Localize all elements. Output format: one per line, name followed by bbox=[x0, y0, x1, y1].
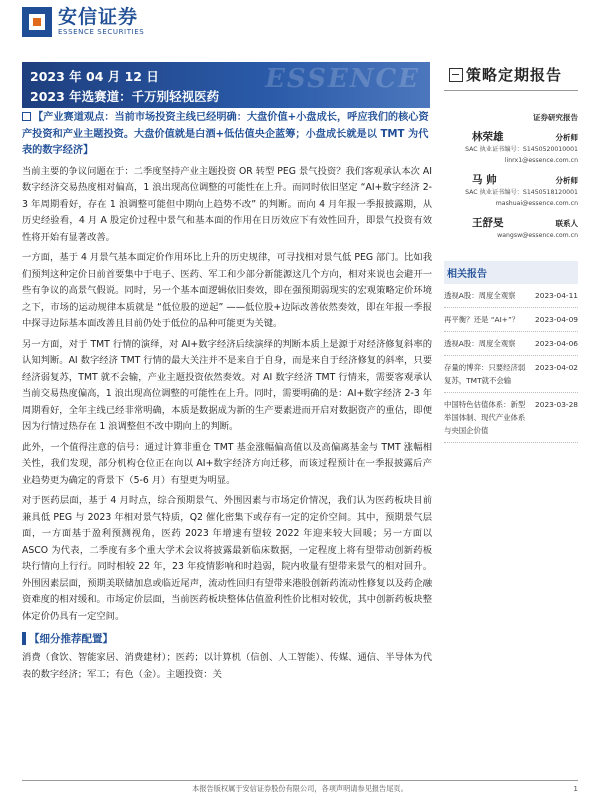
sidebar bbox=[444, 112, 578, 443]
section-heading bbox=[22, 631, 432, 646]
related-report-date: 2023-04-09 bbox=[535, 315, 578, 324]
related-report-item[interactable] bbox=[444, 393, 578, 443]
related-reports-heading: 相关报告 bbox=[444, 261, 578, 284]
page-number: 1 bbox=[573, 784, 578, 793]
related-report-title: 再平衡？还是 “AI+”？ bbox=[444, 315, 520, 324]
analyst-card bbox=[444, 129, 578, 166]
logo-name-cn: 安信证券 bbox=[58, 6, 139, 28]
paragraph-2: 一方面，基于 4 月景气基本面定价作用环比上升的历史规律，可寻找相对景气低 PEG 部门。比如我们预判这种定价日前首要集中于电子、医药、军工和少部分新能源这几个方向，相对来说也会避开一些有争议的高景气假说。同时，另一个基本面逻辑依旧奏效，即在强预期弱现实的宏观策略定价环境之下，市场的运动规律本质就是 “低位股的逆起” ——低位股+边际改善依然奏效，即在年报一季报中探寻边际基本面改善且目前仍处于低位的品种可能更为关键。 bbox=[22, 252, 432, 329]
analyst-role: 分析师 bbox=[555, 176, 578, 185]
related-report-title: 中国特色估值体系：新型举国体制、现代产业体系与央国企价值 bbox=[444, 400, 526, 435]
paragraph-3: 另一方面，对于 TMT 行情的演绎，对 AI+数字经济后续演绎的判断本质上是源于对经济修复斜率的认知判断。AI 数字经济 TMT 行情的最大关注并不是来自于自身，而是来自于经济修复的斜率，只要经济弱复苏，TMT 就不会输，产业主题投资依然奏效。对 AI 数字经济 TMT 行情来，需要客观承认当前交易热度偏高，1 浪出现高位调整的可能性在上升。同时，需要明确的是：AI+数字经济 2-3 年周期看好，全年主线已经非常明确，本质是数据成为新的生产要素进而开启对数据资产的重估，即便因为行情过热存在 1 浪调整但不改中期向上的判断。 bbox=[22, 338, 432, 432]
banner-watermark: ESSENCE bbox=[265, 64, 420, 94]
footer-disclaimer: 本报告版权属于安信证券股份有限公司，各项声明请参见报告尾页。 bbox=[192, 784, 408, 793]
analyst-email[interactable]: wangsw@essence.com.cn bbox=[497, 232, 578, 239]
summary-text: 【产业赛道观点：当前市场投资主线已经明确：大盘价值+小盘成长，呼应我们的核心资产投资和产业主题投资。大盘价值就是白酒+低估值央企蓝筹；小盘成长就是以 TMT 为代表的数字经济】 bbox=[22, 112, 429, 156]
analyst-card bbox=[444, 172, 578, 209]
related-report-date: 2023-03-28 bbox=[535, 400, 578, 409]
analyst-email[interactable]: mashuai@essence.com.cn bbox=[495, 200, 578, 207]
related-report-title: 透视A股：周度全观察 bbox=[444, 291, 516, 300]
footer-divider bbox=[22, 780, 578, 781]
related-report-item[interactable] bbox=[444, 284, 578, 308]
report-date: 2023 年 04 月 12 日 bbox=[30, 69, 159, 84]
analyst-sac: SAC 执业证书编号：S1450518120001 bbox=[465, 189, 578, 196]
related-report-item[interactable] bbox=[444, 332, 578, 356]
related-report-item[interactable] bbox=[444, 308, 578, 332]
section2-paragraph: 消费（食饮、智能家居、消费建材）；医药；以计算机（信创、人工智能）、传媒、通信、半导体为代表的数字经济；军工；有色（金）。主题投资：关 bbox=[22, 652, 432, 680]
summary-block bbox=[22, 110, 432, 160]
main-content bbox=[22, 110, 432, 683]
analyst-name: 马 帅 bbox=[472, 174, 497, 186]
related-report-date: 2023-04-11 bbox=[535, 291, 578, 300]
research-label: 证券研究报告 bbox=[533, 113, 578, 122]
paragraph-1: 当前主要的争议问题在于：二季度坚持产业主题投资 OR 转型 PEG 景气投资？我们客观承认本次 AI 数字经济交易热度相对偏高，1 浪出现高位调整的可能性在上升。而同时依旧坚定 “AI+数字经济 2-3 年周期看好，存在 1 浪调整可能但中期向上趋势不改” 的判断。而向 4 月年报一季报披露期，从历史经验看，4 月 A 股定价过程中景气和基本面的作用在日历效应下有效性回升，即景气投资有效性将开始有显著改善。 bbox=[22, 165, 432, 243]
related-report-title: 存量的博弈：只要经济弱复苏，TMT就不会输 bbox=[444, 363, 526, 385]
paragraph-5: 对于医药层面，基于 4 月时点，综合预期景气、外围因素与市场定价情况，我们认为医药板块目前兼具低 PEG 与 2023 年相对景气特质，Q2 催化密集下或存有一定的定价空间。其中，预期景气层面，一方面基于盈利预测视角，医药 2023 年增速有望较 2022 年迎来较大回暖；另一方面以 ASCO 为代表，二季度有多个重大学术会议将披露最新临床数据，一定程度上将有望带动创新药板块行情向上行行。同时相较 22 年，23 年疫情影响和时趋弱，院内收量有望带来景气的相对回升。外围因素层面，预期美联储加息或临近尾声，流动性回归有望带来港股创新药流动性修复以及药企融资难度的相对缓和。市场定价层面，当前医药板块整体估值盈利性价比相对较优，其中创新药板块整体定价仍具有一定空间。 bbox=[22, 495, 432, 622]
related-report-item[interactable] bbox=[444, 356, 578, 393]
analyst-role: 分析师 bbox=[555, 133, 578, 142]
summary-box-icon bbox=[22, 112, 31, 121]
report-type-icon bbox=[449, 68, 463, 82]
company-logo bbox=[22, 6, 144, 37]
analyst-name: 王舒旻 bbox=[472, 217, 504, 229]
section-heading-text: 【细分推荐配置】 bbox=[29, 633, 113, 645]
analyst-role: 联系人 bbox=[555, 219, 578, 228]
related-report-title: 透视A股：周度全观察 bbox=[444, 339, 516, 348]
analyst-email[interactable]: linrx1@essence.com.cn bbox=[504, 157, 578, 164]
paragraph-4: 此外，一个值得注意的信号：通过计算非重仓 TMT 基金涨幅偏高值以及高偏离基金与 TMT 涨幅相关性，我们发现，部分机构仓位正在向以 AI+数字经济方向迁移，而该过程预计在一季报披露后产业趋势更为确定的背景下（5-6 月）有望更为明显。 bbox=[22, 441, 432, 486]
report-type-label: 策略定期报告 bbox=[466, 66, 563, 84]
related-report-date: 2023-04-02 bbox=[535, 363, 578, 372]
analyst-sac: SAC 执业证书编号：S1450520010001 bbox=[465, 146, 578, 153]
related-report-date: 2023-04-06 bbox=[535, 339, 578, 348]
report-title: 2023 年选赛道：千万别轻视医药 bbox=[30, 89, 220, 104]
analyst-card bbox=[444, 215, 578, 241]
report-type bbox=[449, 64, 562, 85]
section-bar-icon bbox=[22, 632, 26, 645]
report-type-divider bbox=[444, 90, 578, 91]
analyst-name: 林荣雄 bbox=[472, 131, 504, 143]
title-banner bbox=[22, 62, 430, 108]
logo-mark-icon bbox=[22, 7, 52, 37]
logo-name-en: ESSENCE SECURITIES bbox=[58, 28, 145, 36]
